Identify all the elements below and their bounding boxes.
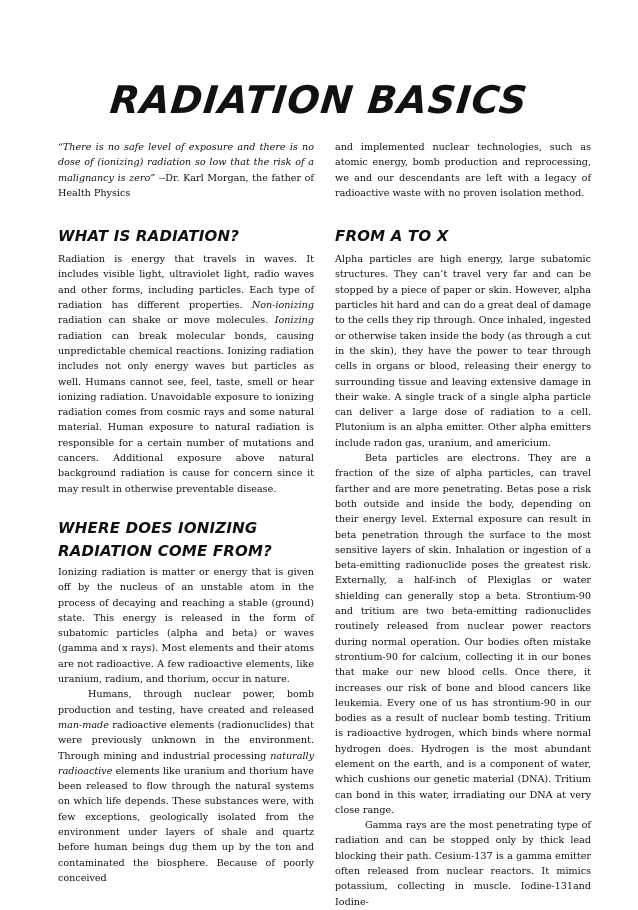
section-paragraph [58,687,314,886]
text-run: radiation can break molecular bonds, causing unpredictable chemical reactions. Ionizing radiation includes not only energy waves but particles as well. Humans cannot see, feel, taste, smell or hear ionizing radiation. Unavoidable exposure to ionizing radiation comes from cosmic rays and some natural material. Human exposure to natural radiation is responsible for a certain number of mutations and cancers. Additional exposure above natural background radiation is cause for concern since it may result in otherwise preventable disease. [58,330,314,495]
text-run: Humans, through nuclear power, bomb production and testing, have created and released [58,689,314,716]
section-paragraph: Alpha particles are high energy, large subatomic structures. They can’t travel very far and can be stopped by a piece of paper or skin. However, alpha particles hit hard and can do a great deal of damage to the cells they rip through. Once inhaled, ingested or otherwise taken inside the body (as through a cut in the skin), they have the power to tear through cells in organs or blood, releasing their energy to surrounding tissue and leaving extensive damage in their wake. A single track of a single alpha particle can deliver a large dose of radiation to a cell. Plutonium is an alpha emitter. Other alpha emitters include radon gas, uranium, and americium. [335,254,591,449]
emphasis: man-made [58,719,109,731]
opening-quote [58,140,314,201]
section-paragraph-continued: and implemented nuclear technologies, such as atomic energy, bomb production and reprocessing, we and our descendants are left with a legacy of radioactive waste with no proven isolation method. [335,142,591,199]
page-title: RADIATION BASICS [108,78,530,122]
emphasis: Ionizing [274,315,314,327]
emphasis: Non-ionizing [251,300,314,312]
section-heading-what-is-radiation: WHAT IS RADIATION? [58,227,240,246]
section-paragraph: Ionizing radiation is matter or energy that is given off by the nucleus of an unstable atom in the process of decaying and reaching a stable (ground) state. This energy is released in the form of subatomic particles (alpha and beta) or waves (gamma and x rays). Most elements and their atoms are not radioactive. A few radioactive elements, like uranium, radium, and thorium, occur in nature. [58,566,314,686]
section-heading-from-a-to-x: FROM A TO X [335,227,449,246]
section-paragraph: Gamma rays are the most penetrating type of radiation and can be stopped only by thick lead blocking their path. Cesium-137 is a gamma emitter often released from nuclear reactors. It mimics potassium, collecting in muscle. Iodine-131and Iodine- [335,820,591,908]
section-heading-where-does-radiation-come-from: WHERE DOES IONIZING RADIATION COME FROM? [58,518,273,560]
quote-text: “There is no safe level of exposure and there is no dose of (ionizing) radiation so low that the risk of a malignancy is zero” [58,142,314,184]
text-run: elements like uranium and thorium have been released to flow through the natural systems on which life depends. These substances were, with few exceptions, geologically isolated from the environment under layers of shale and quartz before human beings dug them up by the ton and contaminated the biosphere. Because of poorly conceived [58,765,314,884]
section-paragraph [58,252,314,497]
emphasis: naturally radioactive [58,750,314,777]
left-column [58,140,314,886]
right-column [335,140,591,910]
text-run: radiation can shake or move molecules. [58,315,275,327]
section-paragraph: Beta particles are electrons. They are a fraction of the size of alpha particles, can travel farther and are more penetrating. Betas pose a risk both outside and inside the body, depending on their energy level. External exposure can result in beta penetration through the surface to the most sensitive layers of skin. Inhalation or ingestion of a beta-emitting radionuclide poses the greatest risk. Externally, a half-inch of Plexiglas or water shielding can generally stop a beta. Strontium-90 and tritium are two beta-emitting radionuclides routinely released from nuclear power reactors during normal operation. Our bodies often mistake strontium-90 for calcium, collecting it in our bones that make our new blood cells. Once there, it increases our risk of bone and blood cancers like leukemia. Every one of us has strontium-90 in our bodies as a result of nuclear bomb testing. Tritium is radioactive hydrogen, which binds where normal hydrogen does. Hydrogen is the most abundant element on the earth, and is a component of water, which cushions our genetic material (DNA). Tritium can bond in this water, irradiating our DNA at very close range. [335,453,591,816]
text-run: radioactive elements (radionuclides) that were previously unknown in the environment. Through mining and industrial processing [58,719,314,762]
quote-attribution: --Dr. Karl Morgan, the father of Health Physics [58,172,314,199]
text-run: Radiation is energy that travels in waves. It includes visible light, ultraviolet light, radio waves and other forms, including particles. Each type of radiation has different properties. [58,254,314,312]
